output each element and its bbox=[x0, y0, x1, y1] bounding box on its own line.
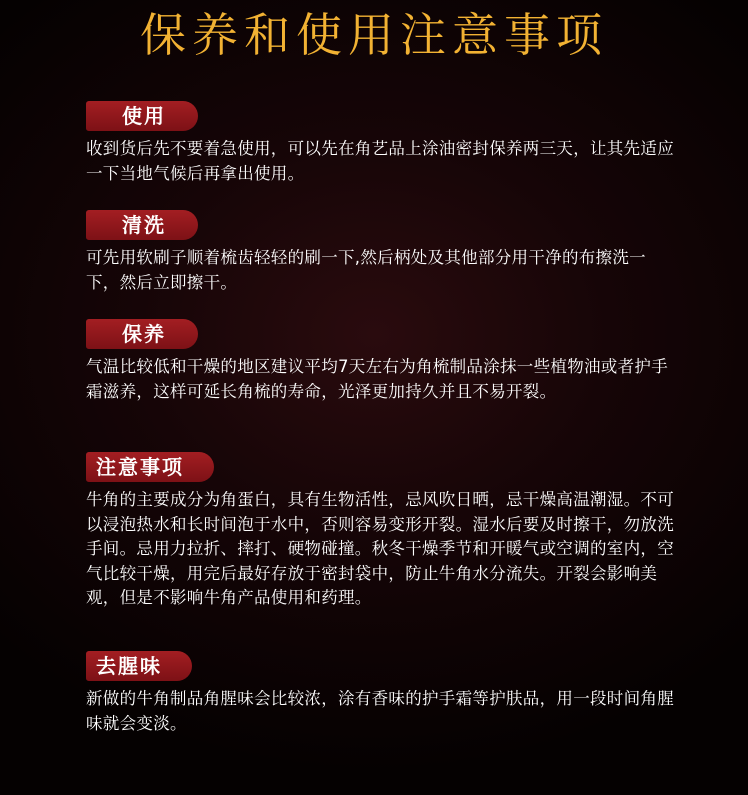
section-precautions bbox=[86, 452, 676, 611]
section-body-text: 气温比较低和干燥的地区建议平均7天左右为角梳制品涂抹一些植物油或者护手霜滋养，这样可延长角梳的寿命，光泽更加持久并且不易开裂。 bbox=[86, 357, 668, 401]
section-maintenance bbox=[86, 319, 676, 404]
section-cleaning bbox=[86, 210, 676, 295]
section-odor-removal bbox=[86, 651, 676, 736]
section-heading-badge: 清洗 bbox=[86, 210, 198, 240]
section-body-text: 新做的牛角制品角腥味会比较浓，涂有香味的护手霜等护肤品，用一段时间角腥味就会变淡。 bbox=[86, 689, 674, 733]
section-body-text: 可先用软刷子顺着梳齿轻轻的刷一下,然后柄处及其他部分用干净的布擦洗一下，然后立即擦干。 bbox=[86, 248, 646, 292]
page-title: 保养和使用注意事项 bbox=[140, 8, 608, 62]
section-heading-badge: 保养 bbox=[86, 319, 198, 349]
section-heading-badge: 使用 bbox=[86, 101, 198, 131]
section-body-text: 收到货后先不要着急使用，可以先在角艺品上涂油密封保养两三天，让其先适应一下当地气候后再拿出使用。 bbox=[86, 139, 674, 183]
section-body-text: 牛角的主要成分为角蛋白，具有生物活性，忌风吹日晒，忌干燥高温潮湿。不可以浸泡热水和长时间泡于水中，否则容易变形开裂。湿水后要及时擦干，勿放洗手间。忌用力拉折、摔打、硬物碰撞。秋冬干燥季节和开暖气或空调的室内，空气比较干燥，用完后最好存放于密封袋中，防止牛角水分流失。开裂会影响美观，但是不影响牛角产品使用和药理。 bbox=[86, 490, 674, 607]
section-heading-badge: 去腥味 bbox=[86, 651, 192, 681]
section-heading-badge: 注意事项 bbox=[86, 452, 214, 482]
section-usage bbox=[86, 101, 676, 186]
